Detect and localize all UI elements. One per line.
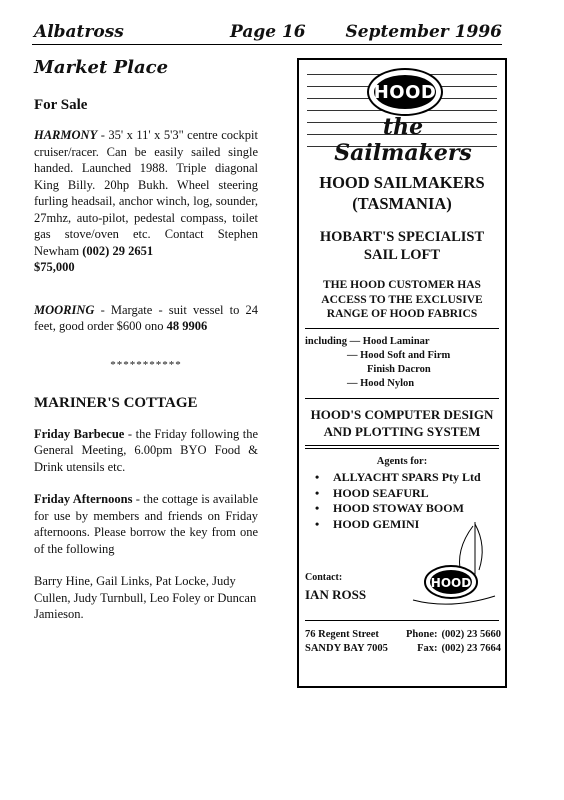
harmony-name: HARMONY — [34, 128, 98, 142]
cottage-heading: MARINER'S COTTAGE — [34, 395, 198, 411]
market-place-column — [34, 57, 259, 623]
fabric-laminar: Hood Laminar — [362, 336, 430, 347]
mooring-listing — [34, 302, 258, 335]
afternoon-paragraph — [34, 491, 258, 557]
agent-item: • HOOD SEAFURL — [315, 486, 481, 502]
sailboat-logo-sketch — [405, 520, 497, 610]
bbq-label: Friday Barbecue — [34, 426, 125, 441]
publication-title: Albatross — [34, 22, 124, 42]
agents-label: Agents for: — [376, 456, 428, 467]
agent-item: • ALLYACHT SPARS Pty Ltd — [315, 470, 481, 486]
fax-label: Fax: — [417, 643, 438, 654]
sailmakers-script: the Sailmakers — [334, 114, 472, 166]
divider — [305, 448, 499, 449]
fax-number: (002) 23 7664 — [441, 643, 501, 654]
agent-item: • HOOD GEMINI — [315, 517, 481, 533]
contact-label: Contact: — [305, 572, 343, 583]
address — [305, 628, 388, 656]
phone-number: (002) 23 5660 — [441, 629, 501, 640]
agent-item: • HOOD STOWAY BOOM — [315, 501, 481, 517]
separator-stars: *********** — [110, 358, 182, 371]
bbq-paragraph — [34, 426, 258, 476]
street: 76 Regent Street — [305, 629, 379, 640]
divider — [305, 445, 499, 446]
contact-block — [305, 572, 366, 603]
computer-design: HOOD'S COMPUTER DESIGN AND PLOTTING SYSTEM — [310, 407, 494, 439]
hood-sailmakers-advert — [297, 58, 507, 688]
harmony-price: $75,000 — [34, 260, 75, 274]
divider — [305, 328, 499, 329]
harmony-listing — [34, 127, 258, 276]
fabric-nylon: Hood Nylon — [360, 378, 415, 389]
ad-title: HOOD SAILMAKERS (TASMANIA) — [319, 173, 485, 213]
suburb: SANDY BAY 7005 — [305, 643, 388, 654]
section-title: Market Place — [34, 57, 169, 78]
harmony-phone: (002) 29 2651 — [82, 243, 154, 258]
page-header — [32, 22, 502, 45]
key-holders: Barry Hine, Gail Links, Pat Locke, Judy Cullen, Judy Turnbull, Leo Foley or Duncan Jamieson. — [34, 574, 257, 621]
page-number: Page 16 — [230, 22, 306, 42]
afternoon-text: - the cottage is available for use by members and friends on Friday afternoons. Please borrow the key from one of the following — [34, 492, 258, 556]
mooring-text: - Margate - suit vessel to 24 feet, good order $600 ono — [34, 302, 258, 333]
issue-date: September 1996 — [345, 22, 502, 42]
phone-label: Phone: — [406, 629, 438, 640]
harmony-text: - 35' x 11' x 5'3" centre cockpit cruiser/racer. Can be easily sailed single handed. Launched 1988. Triple diagonal King Billy. 20hp Bukh. Wheel steering furling headsail, anchor winch, log, sounder, 27mhz, auto-pilot, pedestal compass, toilet gas stove/oven etc. Contact Stephen Newham — [34, 128, 258, 258]
afternoon-label: Friday Afternoons — [34, 492, 133, 506]
for-sale-heading: For Sale — [34, 96, 88, 113]
mooring-phone: 48 9906 — [166, 319, 208, 333]
fabric-list: including — Hood Laminar — Hood Soft and Firm Finish Dacron — Hood Nylon — [305, 336, 451, 389]
divider — [305, 620, 499, 621]
contact-name: IAN ROSS — [305, 587, 367, 602]
fabrics-access: THE HOOD CUSTOMER HAS ACCESS TO THE EXCLUSIVE RANGE OF HOOD FABRICS — [321, 279, 483, 320]
svg-text:HOOD: HOOD — [430, 576, 472, 590]
hood-logo — [367, 68, 443, 116]
fabric-soft-firm: Hood Soft and Firm — [360, 350, 451, 361]
divider — [305, 398, 499, 399]
logo-area — [299, 60, 505, 166]
ad-subtitle: HOBART'S SPECIALIST SAIL LOFT — [319, 229, 485, 263]
hood-logo-text: HOOD — [373, 81, 437, 103]
mooring-name: MOORING — [34, 302, 95, 317]
bbq-text: - the Friday following the General Meeting, 6.00pm BYO Food & Drink utensils etc. — [34, 426, 259, 474]
phone-fax — [398, 628, 502, 656]
